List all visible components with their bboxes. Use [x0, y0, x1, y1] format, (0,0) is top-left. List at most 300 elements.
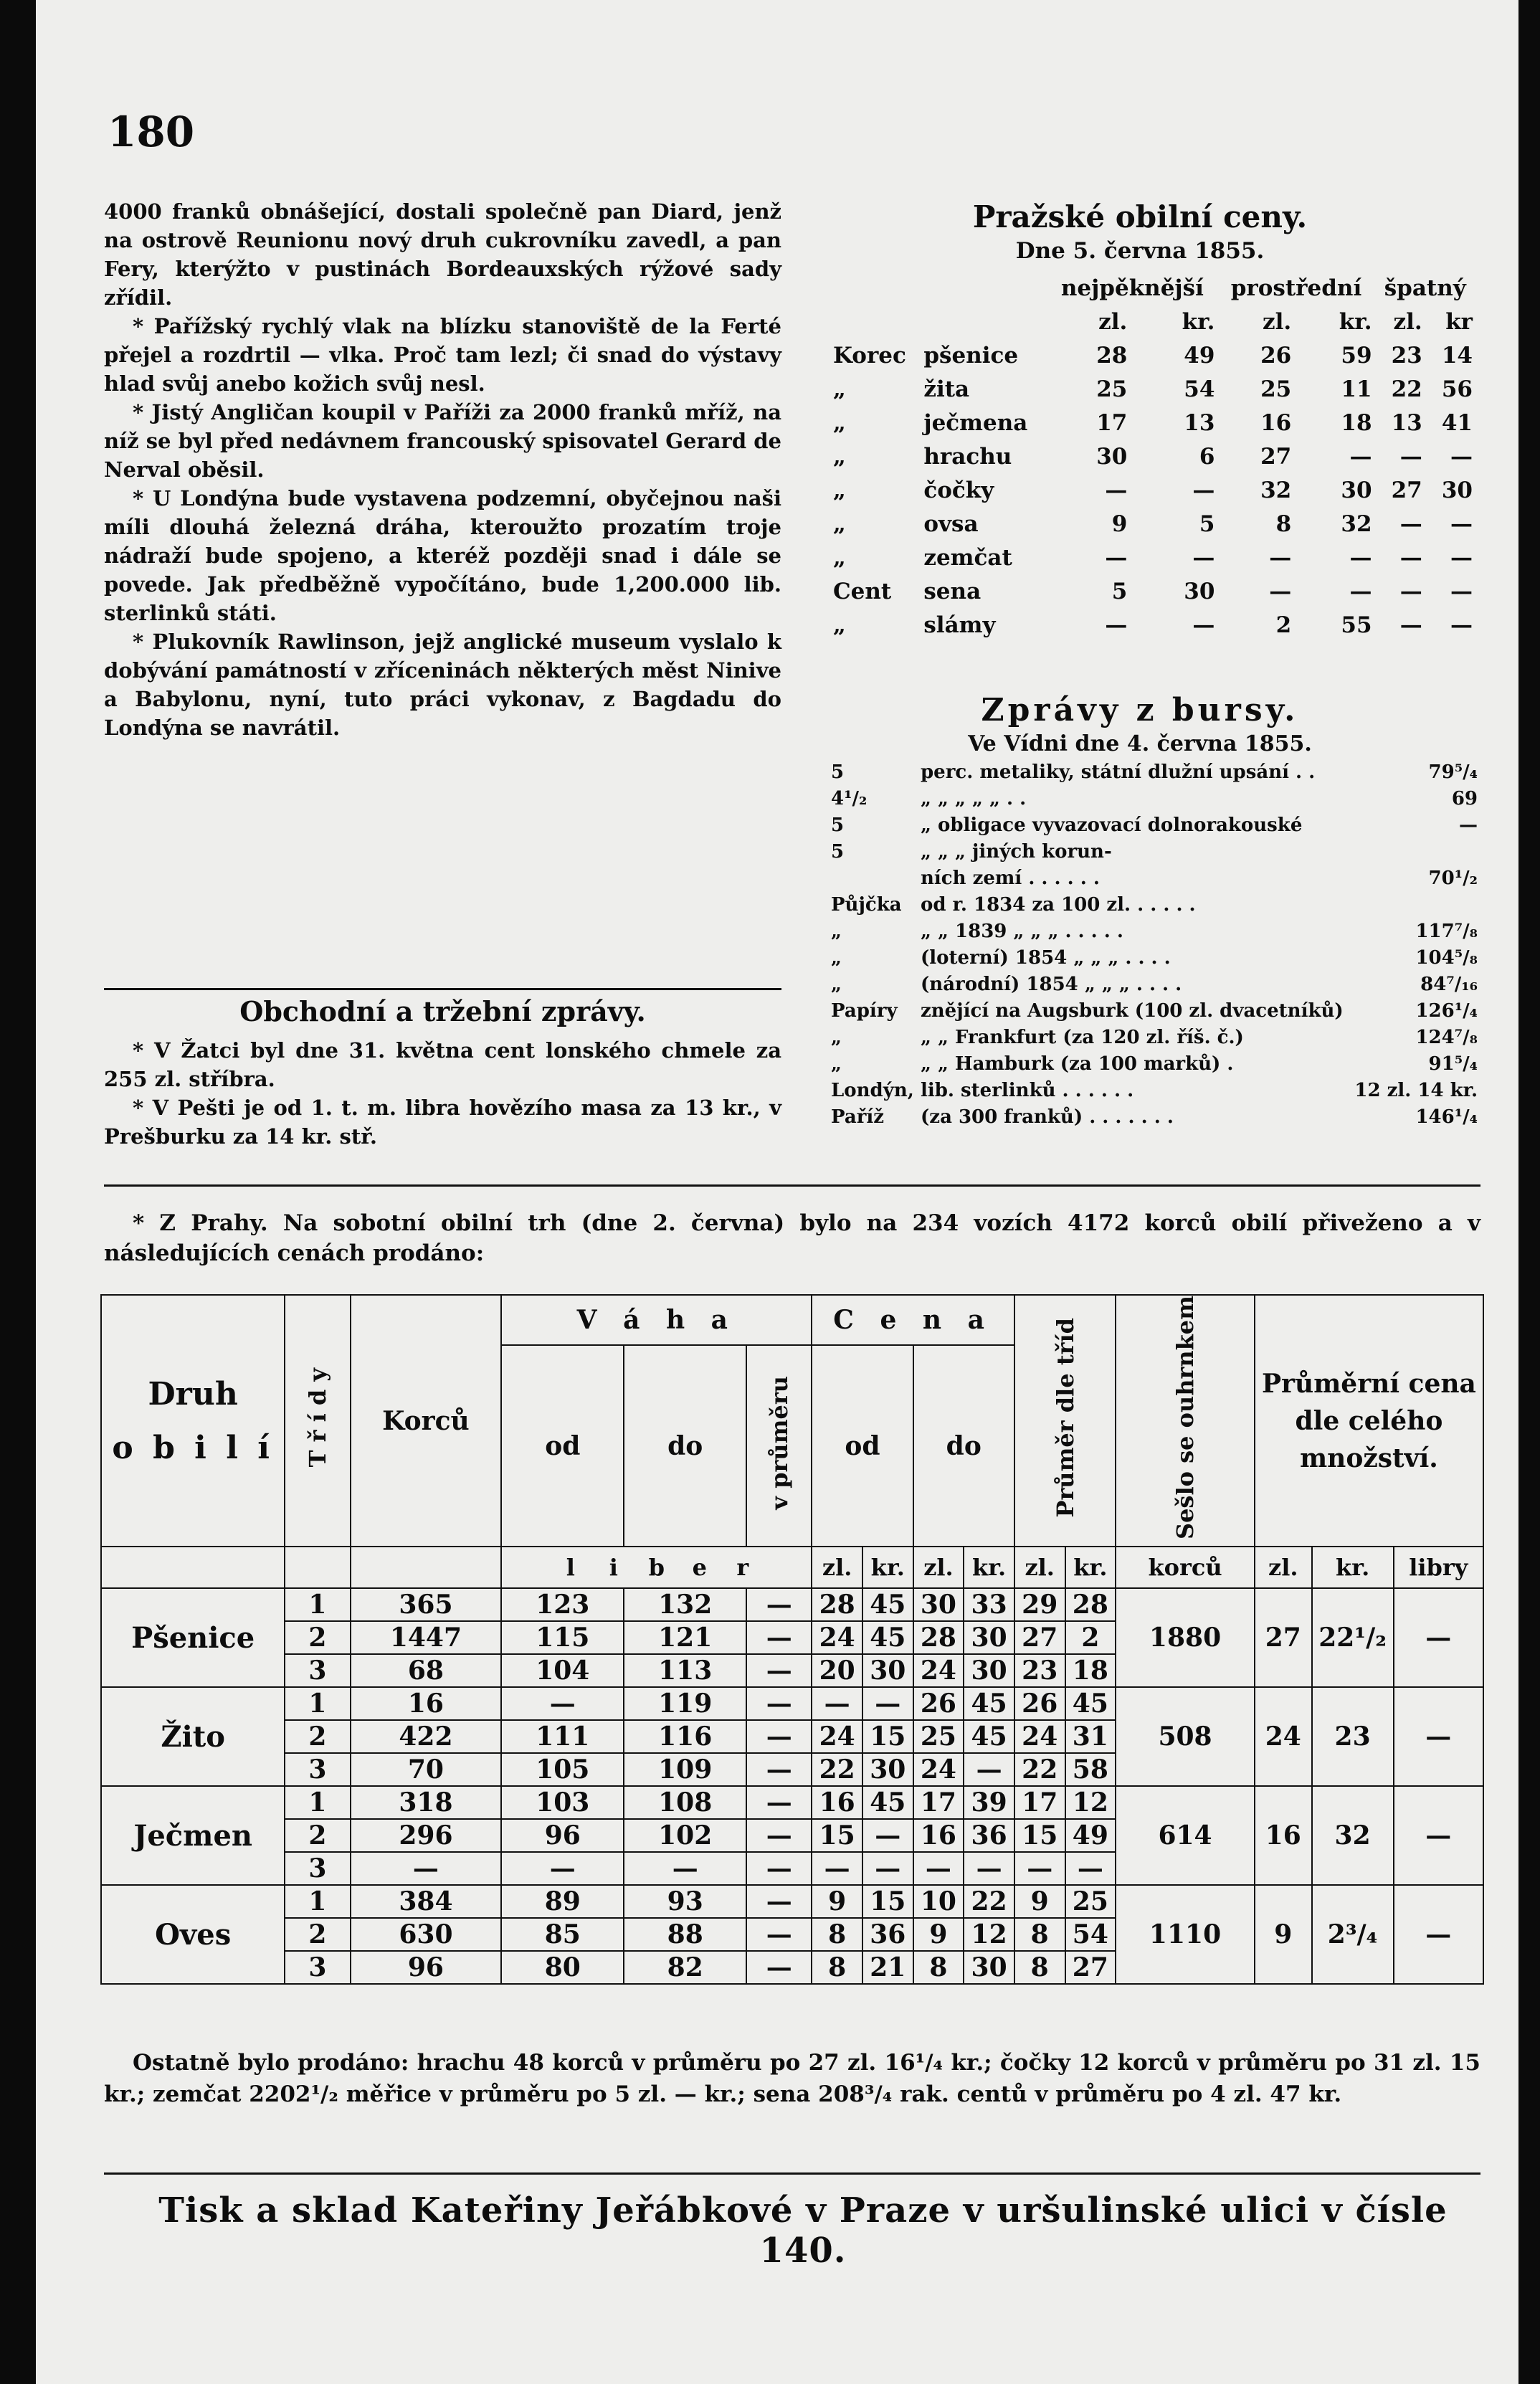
- price-cell: 33: [964, 1588, 1014, 1621]
- bursa-key: [828, 865, 918, 891]
- group-pk: 2³/₄: [1312, 1885, 1394, 1984]
- korcu-count: —: [351, 1852, 502, 1885]
- group-pl: —: [1394, 1588, 1483, 1687]
- bursa-desc: od r. 1834 za 100 zl. . . . . .: [921, 893, 1196, 916]
- price-cell: —: [812, 1687, 862, 1720]
- price-cell: 17: [1014, 1786, 1065, 1819]
- price-row: [830, 608, 1475, 642]
- group-pl: —: [1394, 1687, 1483, 1786]
- price-cell: 30: [964, 1654, 1014, 1687]
- price-cell: 45: [964, 1720, 1014, 1753]
- price-cell: 8: [913, 1951, 964, 1984]
- price-row: [830, 440, 1475, 473]
- bursa-desc: znějící na Augsburk (100 zl. dvacetníků): [921, 999, 1344, 1022]
- class-number: 2: [285, 1720, 350, 1753]
- price-cell: 16: [913, 1819, 964, 1852]
- bursa-key: 5: [831, 840, 845, 863]
- bursa-desc: (národní) 1854 „ „ „ . . . .: [921, 973, 1182, 995]
- grain-type: Ječmen: [101, 1786, 285, 1885]
- bursa-value: 84⁷/₁₆: [1420, 973, 1478, 995]
- unit: zl.: [1393, 308, 1422, 335]
- price-cell: 24: [913, 1654, 964, 1687]
- price-value: 23: [1391, 342, 1422, 369]
- price-value: 11: [1341, 376, 1372, 402]
- left-column: [104, 197, 781, 742]
- price-value: 18: [1341, 409, 1372, 436]
- price-cell: 26: [1014, 1687, 1065, 1720]
- price-unit: „: [833, 443, 846, 470]
- price-cell: 28: [1065, 1588, 1116, 1621]
- grain-name: ječmena: [923, 409, 1028, 436]
- group-pl: —: [1394, 1885, 1483, 1984]
- price-cell: 15: [862, 1720, 913, 1753]
- price-unit: „: [833, 612, 846, 638]
- price-cell: —: [812, 1852, 862, 1885]
- obchodni-pest: * V Pešti je od 1. t. m. libra hovězího masa za 13 kr., v Prešburku za 14 kr. stř.: [104, 1096, 781, 1149]
- price-value: 41: [1441, 409, 1473, 436]
- bursa-key: „: [831, 973, 842, 995]
- price-value: —: [1269, 544, 1292, 571]
- weight-to: 113: [624, 1654, 746, 1687]
- price-value: —: [1450, 578, 1473, 604]
- header-libra: [501, 1547, 812, 1588]
- price-value: —: [1450, 510, 1473, 537]
- price-value: 49: [1184, 342, 1215, 369]
- weight-from: 123: [501, 1588, 624, 1621]
- bursa-table: [828, 759, 1480, 1130]
- price-value: —: [1192, 477, 1215, 503]
- price-value: 13: [1184, 409, 1215, 436]
- price-cell: 17: [913, 1786, 964, 1819]
- price-cell: 30: [862, 1753, 913, 1786]
- price-cell: 28: [812, 1588, 862, 1621]
- bursa-desc: (loterní) 1854 „ „ „ . . . .: [921, 946, 1171, 969]
- korcu-count: 384: [351, 1885, 502, 1918]
- unit: kr: [1445, 308, 1473, 335]
- price-value: —: [1192, 612, 1215, 638]
- weight-to: —: [624, 1852, 746, 1885]
- price-cell: 22: [964, 1885, 1014, 1918]
- price-value: —: [1269, 578, 1292, 604]
- weight-avg: —: [746, 1885, 812, 1918]
- weight-avg: —: [746, 1918, 812, 1951]
- price-value: —: [1349, 578, 1372, 604]
- grain-name: hrachu: [923, 443, 1012, 470]
- price-value: 25: [1260, 376, 1292, 402]
- price-unit: Cent: [833, 578, 892, 604]
- price-value: 16: [1260, 409, 1292, 436]
- price-cell: 16: [812, 1786, 862, 1819]
- bursa-row: [828, 944, 1480, 971]
- prague-prices-table: [830, 271, 1475, 642]
- bursa-key: Paříž: [831, 1106, 885, 1128]
- korcu-count: 70: [351, 1753, 502, 1786]
- group-pz: 9: [1255, 1885, 1312, 1984]
- price-value: —: [1349, 544, 1372, 571]
- price-cell: 23: [1014, 1654, 1065, 1687]
- class-number: 1: [285, 1588, 350, 1621]
- class-number: 3: [285, 1852, 350, 1885]
- korcu-count: 16: [351, 1687, 502, 1720]
- header-vaha: V á h a: [501, 1295, 812, 1345]
- class-number: 3: [285, 1951, 350, 1984]
- obchodni-zatec: * V Žatci byl dne 31. května cent lonského chmele za 255 zl. stříbra.: [104, 1038, 781, 1091]
- price-row: [830, 473, 1475, 507]
- price-value: 30: [1341, 477, 1372, 503]
- price-cell: 12: [1065, 1786, 1116, 1819]
- unit-kr: kr.: [1065, 1547, 1116, 1588]
- group-pz: 16: [1255, 1786, 1312, 1885]
- price-value: —: [1105, 612, 1128, 638]
- price-cell: 15: [862, 1885, 913, 1918]
- price-cell: 39: [964, 1786, 1014, 1819]
- bursa-value: 70¹/₂: [1428, 867, 1478, 889]
- price-cell: —: [964, 1852, 1014, 1885]
- weight-avg: —: [746, 1687, 812, 1720]
- price-cell: 8: [812, 1918, 862, 1951]
- price-value: 25: [1096, 376, 1128, 402]
- weight-to: 102: [624, 1819, 746, 1852]
- bursa-row: [828, 1050, 1480, 1077]
- grain-type: Oves: [101, 1885, 285, 1984]
- price-cell: 8: [1014, 1951, 1065, 1984]
- price-cell: 36: [964, 1819, 1014, 1852]
- table-units-row: [101, 1547, 1483, 1588]
- bursa-value: 117⁷/₈: [1415, 920, 1478, 942]
- bursa-desc: „ „ Frankfurt (za 120 zl. říš. č.): [921, 1026, 1244, 1048]
- price-cell: 9: [1014, 1885, 1065, 1918]
- price-value: 32: [1341, 510, 1372, 537]
- price-cell: 18: [1065, 1654, 1116, 1687]
- footer-divider: [104, 2172, 1480, 2175]
- libra-letter: r: [736, 1554, 749, 1582]
- weight-avg: —: [746, 1621, 812, 1654]
- weight-to: 93: [624, 1885, 746, 1918]
- header-vaha-do: do: [624, 1345, 746, 1547]
- weight-avg: —: [746, 1819, 812, 1852]
- bursa-row: [828, 785, 1480, 812]
- unit-libry: libry: [1394, 1547, 1483, 1588]
- header-cena-do: do: [913, 1345, 1014, 1547]
- price-cell: 28: [913, 1621, 964, 1654]
- grain-type: Žito: [101, 1687, 285, 1786]
- price-cell: 31: [1065, 1720, 1116, 1753]
- unit-kr: kr.: [862, 1547, 913, 1588]
- bursa-row: [828, 918, 1480, 944]
- article-londyn: * U Londýna bude vystavena podzemní, obyčejnou naši míli dlouhá železná dráha, kteroužto prozatím troje nádraží bude spojeno, a kteréž později snad i dále se povede. Jak předběžně vypočítáno, bude 1,200.000 lib. sterlinků státi.: [104, 486, 781, 625]
- bursa-value: 79⁵/₄: [1428, 761, 1478, 783]
- grain-name: pšenice: [923, 342, 1019, 369]
- price-cell: 22: [812, 1753, 862, 1786]
- bursa-row: [828, 865, 1480, 891]
- prague-prices-date: Dne 5. června 1855.: [1015, 238, 1265, 264]
- weight-avg: —: [746, 1951, 812, 1984]
- price-row: [830, 507, 1475, 541]
- price-cell: 20: [812, 1654, 862, 1687]
- price-row: [830, 574, 1475, 608]
- class-number: 2: [285, 1621, 350, 1654]
- weight-avg: —: [746, 1852, 812, 1885]
- weight-from: 115: [501, 1621, 624, 1654]
- price-value: —: [1105, 544, 1128, 571]
- price-cell: —: [964, 1753, 1014, 1786]
- weight-from: 80: [501, 1951, 624, 1984]
- price-value: 22: [1391, 376, 1422, 402]
- price-cell: 30: [913, 1588, 964, 1621]
- unit-zl: zl.: [1014, 1547, 1065, 1588]
- bursa-key: „: [831, 1053, 842, 1075]
- unit-zl: zl.: [812, 1547, 862, 1588]
- bursa-desc: „ „ Hamburk (za 100 marků) .: [921, 1053, 1234, 1075]
- bursa-desc: perc. metaliky, státní dlužní upsání . .: [921, 761, 1316, 783]
- price-cell: 30: [964, 1951, 1014, 1984]
- price-cell: 8: [812, 1951, 862, 1984]
- price-unit: „: [833, 510, 846, 537]
- libra-letter: e: [692, 1554, 707, 1582]
- price-cell: 45: [862, 1786, 913, 1819]
- price-value: 28: [1096, 342, 1128, 369]
- price-value: 5: [1199, 510, 1215, 537]
- bursa-value: 124⁷/₈: [1415, 1026, 1478, 1048]
- bursa-value: 146¹/₄: [1415, 1106, 1478, 1128]
- price-value: 14: [1441, 342, 1473, 369]
- praha-intro-text: * Z Prahy. Na sobotní obilní trh (dne 2. června) bylo na 234 vozích 4172 korců obilí přiveženo a v následujících cenách prodáno:: [104, 1210, 1480, 1266]
- price-cell: 21: [862, 1951, 913, 1984]
- price-cell: 29: [1014, 1588, 1065, 1621]
- article-anglican: * Jistý Angličan koupil v Paříži za 2000 franků mříž, na níž se byl před nedávnem francouský spisovatel Gerard de Nerval oběsil.: [104, 400, 781, 482]
- bursa-key: 4¹/₂: [831, 787, 868, 809]
- unit-zl: zl.: [1255, 1547, 1312, 1588]
- price-cell: 45: [1065, 1687, 1116, 1720]
- price-cell: —: [1065, 1852, 1116, 1885]
- price-cell: 24: [1014, 1720, 1065, 1753]
- bursa-desc: ních zemí . . . . . .: [921, 867, 1100, 889]
- ostatne: [104, 2047, 1480, 2110]
- prague-prices-header: [830, 271, 1475, 305]
- class-number: 3: [285, 1753, 350, 1786]
- price-cell: 36: [862, 1918, 913, 1951]
- group-pl: —: [1394, 1786, 1483, 1885]
- price-cell: 24: [812, 1720, 862, 1753]
- price-unit: „: [833, 376, 846, 402]
- libra-letter: b: [648, 1554, 665, 1582]
- bursa-row: [828, 812, 1480, 838]
- bursa-row: [828, 997, 1480, 1024]
- header-best: nejpěknější: [1060, 275, 1204, 301]
- price-value: —: [1450, 443, 1473, 470]
- price-value: 55: [1341, 612, 1372, 638]
- price-row: [830, 541, 1475, 574]
- unit: zl.: [1098, 308, 1128, 335]
- weight-from: —: [501, 1852, 624, 1885]
- price-cell: —: [1014, 1852, 1065, 1885]
- price-cell: 26: [913, 1687, 964, 1720]
- bursa-value: 69: [1451, 787, 1478, 809]
- price-value: 13: [1391, 409, 1422, 436]
- bursa-desc: „ „ 1839 „ „ „ . . . . .: [921, 920, 1123, 942]
- price-cell: 54: [1065, 1918, 1116, 1951]
- price-value: —: [1192, 544, 1215, 571]
- weight-avg: —: [746, 1720, 812, 1753]
- weight-avg: —: [746, 1786, 812, 1819]
- korcu-count: 296: [351, 1819, 502, 1852]
- price-value: 17: [1096, 409, 1128, 436]
- korcu-count: 318: [351, 1786, 502, 1819]
- header-middle: prostřední: [1230, 275, 1362, 301]
- korcu-count: 96: [351, 1951, 502, 1984]
- grain-name: žita: [923, 376, 970, 402]
- price-value: 30: [1096, 443, 1128, 470]
- price-value: 32: [1260, 477, 1292, 503]
- price-value: —: [1349, 443, 1372, 470]
- libra-letter: l: [566, 1554, 575, 1582]
- price-value: —: [1399, 578, 1422, 604]
- bursa-key: „: [831, 946, 842, 969]
- header-bad: špatný: [1384, 275, 1466, 301]
- header-vaha-od: od: [501, 1345, 624, 1547]
- bursa-row: [828, 1024, 1480, 1050]
- bursa-row: [828, 891, 1480, 918]
- header-druh: Druh: [148, 1375, 238, 1412]
- grain-name: zemčat: [923, 544, 1012, 571]
- table-row: [101, 1588, 1483, 1621]
- weight-from: 104: [501, 1654, 624, 1687]
- price-value: —: [1450, 612, 1473, 638]
- class-number: 1: [285, 1786, 350, 1819]
- price-cell: 9: [812, 1885, 862, 1918]
- price-cell: 24: [812, 1621, 862, 1654]
- price-cell: —: [862, 1852, 913, 1885]
- price-value: 26: [1260, 342, 1292, 369]
- price-cell: 24: [913, 1753, 964, 1786]
- bursa-desc: „ „ „ jiných korun-: [921, 840, 1112, 863]
- group-pk: 22¹/₂: [1312, 1588, 1394, 1687]
- grain-type: Pšenice: [101, 1588, 285, 1687]
- weight-avg: —: [746, 1753, 812, 1786]
- price-cell: 45: [964, 1687, 1014, 1720]
- weight-avg: —: [746, 1654, 812, 1687]
- unit: zl.: [1263, 308, 1292, 335]
- price-cell: 2: [1065, 1621, 1116, 1654]
- header-v-prumeru: v průměru: [765, 1375, 793, 1510]
- weight-from: 111: [501, 1720, 624, 1753]
- price-cell: 27: [1014, 1621, 1065, 1654]
- korcu-count: 422: [351, 1720, 502, 1753]
- price-row: [830, 406, 1475, 440]
- bursa-value: [1351, 891, 1480, 918]
- price-cell: 22: [1014, 1753, 1065, 1786]
- group-pz: 27: [1255, 1588, 1312, 1687]
- price-cell: 49: [1065, 1819, 1116, 1852]
- class-number: 1: [285, 1687, 350, 1720]
- bursa-desc: (za 300 franků) . . . . . . .: [921, 1106, 1174, 1128]
- price-row: [830, 338, 1475, 372]
- bursa-row: [828, 759, 1480, 785]
- class-number: 1: [285, 1885, 350, 1918]
- group-sum: 1110: [1116, 1885, 1255, 1984]
- weight-from: 85: [501, 1918, 624, 1951]
- weight-to: 119: [624, 1687, 746, 1720]
- bursa-value: —: [1459, 814, 1478, 836]
- bursa-row: [828, 971, 1480, 997]
- bursa-key: Londýn,: [831, 1079, 914, 1101]
- header-prumer-dle-trid: Průměr dle tříd: [1051, 1317, 1079, 1518]
- price-unit: „: [833, 409, 846, 436]
- weight-from: 96: [501, 1819, 624, 1852]
- korcu-count: 1447: [351, 1621, 502, 1654]
- weight-avg: —: [746, 1588, 812, 1621]
- class-number: 3: [285, 1654, 350, 1687]
- bursa-value: 126¹/₄: [1415, 999, 1478, 1022]
- weight-to: 121: [624, 1621, 746, 1654]
- printer-footer: Tisk a sklad Kateřiny Jeřábkové v Praze v uršulinské ulici v čísle 140.: [158, 2190, 1448, 2271]
- price-cell: —: [862, 1687, 913, 1720]
- obchodni-items: [104, 1036, 781, 1151]
- unit-zl: zl.: [913, 1547, 964, 1588]
- weight-to: 116: [624, 1720, 746, 1753]
- bursa-value: 91⁵/₄: [1428, 1053, 1478, 1075]
- prague-prices-title: Pražské obilní ceny.: [972, 199, 1308, 234]
- unit: kr.: [1339, 308, 1372, 335]
- article-diard: 4000 franků obnášející, dostali společně pan Diard, jenž na ostrově Reunionu nový druh cukrovníku zavedl, a pan Fery, kterýžto v pustinách Bordeauxských rýžové sady zřídil.: [104, 199, 781, 310]
- bursa-desc: „ obligace vyvazovací dolnorakouské: [921, 814, 1303, 836]
- korcu-count: 630: [351, 1918, 502, 1951]
- bursa-value: 104⁵/₈: [1415, 946, 1478, 969]
- price-cell: 9: [913, 1918, 964, 1951]
- price-value: 6: [1199, 443, 1215, 470]
- newspaper-page: [36, 0, 1518, 2384]
- price-cell: 15: [812, 1819, 862, 1852]
- price-cell: 30: [862, 1654, 913, 1687]
- price-value: 5: [1111, 578, 1128, 604]
- table-header-row: [101, 1295, 1483, 1345]
- header-obili: o b i l í: [112, 1429, 274, 1466]
- bursa-value: 12 zl. 14 kr.: [1354, 1079, 1478, 1101]
- grain-name: slámy: [923, 612, 996, 638]
- price-value: —: [1399, 544, 1422, 571]
- weight-to: 82: [624, 1951, 746, 1984]
- price-value: 30: [1184, 578, 1215, 604]
- group-pz: 24: [1255, 1687, 1312, 1786]
- grain-name: čočky: [923, 477, 994, 503]
- group-pk: 23: [1312, 1687, 1394, 1786]
- price-cell: 58: [1065, 1753, 1116, 1786]
- left-divider: [104, 988, 781, 990]
- table-row: [101, 1885, 1483, 1918]
- group-pk: 32: [1312, 1786, 1394, 1885]
- price-unit: Korec: [833, 342, 906, 369]
- bursa-key: „: [831, 1026, 842, 1048]
- price-value: —: [1105, 477, 1128, 503]
- price-value: 27: [1391, 477, 1422, 503]
- bursa-subtitle: Ve Vídni dne 4. června 1855.: [968, 731, 1312, 756]
- obchodni-title: Obchodní a tržební zprávy.: [239, 995, 646, 1027]
- price-cell: 27: [1065, 1951, 1116, 1984]
- weight-to: 132: [624, 1588, 746, 1621]
- price-cell: —: [913, 1852, 964, 1885]
- bursa-key: Půjčka: [831, 893, 902, 916]
- bursa-desc: lib. sterlinků . . . . . .: [921, 1079, 1134, 1101]
- korcu-count: 365: [351, 1588, 502, 1621]
- table-row: [101, 1687, 1483, 1720]
- header-seslo: Sešlo se ouhrnkem: [1171, 1296, 1199, 1540]
- unit: kr.: [1182, 308, 1215, 335]
- bursa-key: 5: [831, 761, 845, 783]
- price-cell: —: [862, 1819, 913, 1852]
- bursa-desc: „ „ „ „ „ . .: [921, 787, 1027, 809]
- weight-to: 109: [624, 1753, 746, 1786]
- page-number: 180: [108, 108, 195, 156]
